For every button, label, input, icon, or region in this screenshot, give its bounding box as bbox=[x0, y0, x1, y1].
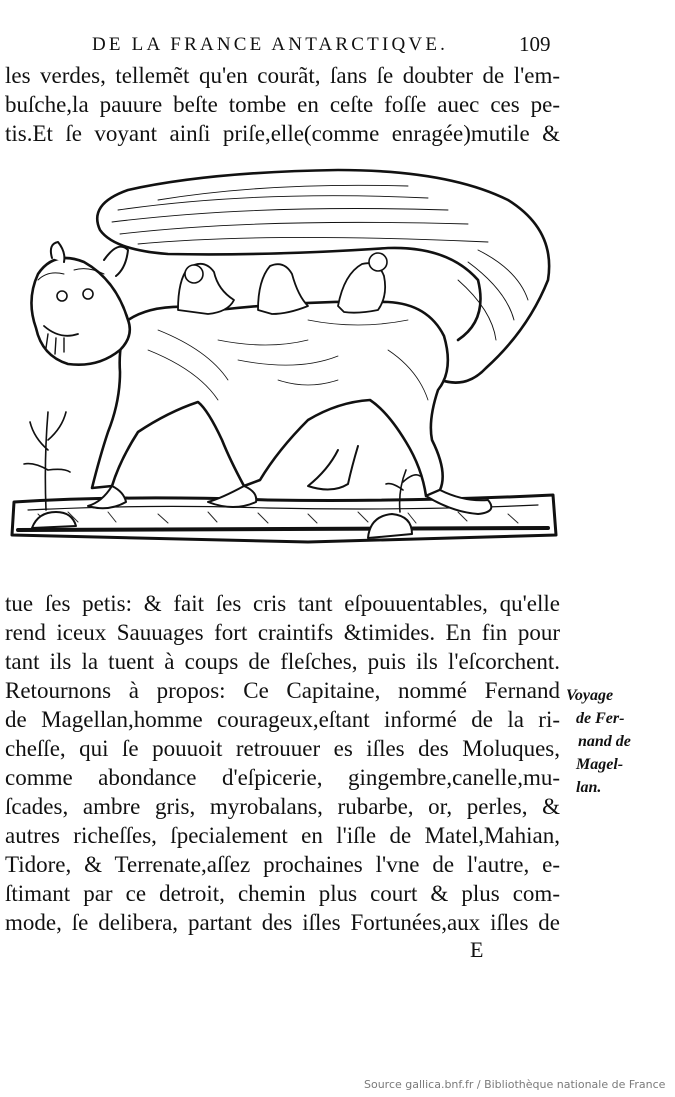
text-line: Retournons à propos: Ce Capitaine, nommé Fernand bbox=[5, 678, 560, 703]
plant bbox=[24, 412, 70, 510]
running-head: DE LA FRANCE ANTARCTIQVE. bbox=[92, 34, 449, 55]
signature-mark: E bbox=[470, 937, 484, 962]
beast-body bbox=[92, 302, 448, 496]
marginal-note-line: Voyage bbox=[566, 687, 614, 704]
beast-leg bbox=[88, 486, 126, 508]
text-line: tant ils la tuent à coups de fleſches, puis ils l'eſcorchent. bbox=[5, 649, 560, 674]
text-line: buſche,la pauure beſte tombe en ceſte foſſe auec ces pe- bbox=[5, 92, 560, 117]
marginal-note-line: lan. bbox=[576, 779, 602, 796]
woodcut-illustration bbox=[8, 150, 558, 584]
text-line: de Magellan,homme courageux,eſtant informé de la ri- bbox=[5, 707, 560, 732]
marginal-note-line: Magel- bbox=[576, 756, 624, 773]
source-credit: Source gallica.bnf.fr / Bibliothèque nationale de France bbox=[364, 1078, 666, 1091]
text-line: ſcades, ambre gris, myrobalans, rubarbe, or, perles, & bbox=[5, 794, 560, 819]
text-line: tue ſes petis: & fait ſes cris tant eſpouuentables, qu'elle bbox=[5, 591, 560, 616]
text-line: ſtimant par ce detroit, chemin plus court & plus com- bbox=[5, 881, 560, 906]
beast-leg bbox=[308, 446, 358, 490]
text-line: mode, ſe delibera, partant des iſles Fortunées,aux iſles de bbox=[5, 910, 560, 935]
text-line: Tidore, & Terrenate,aſſez prochaines l'vne de l'autre, e- bbox=[5, 852, 560, 877]
text-line: comme abondance d'eſpicerie, gingembre,canelle,mu- bbox=[5, 765, 560, 790]
text-line: rend iceux Sauuages fort craintifs &timides. En fin pour bbox=[5, 620, 560, 645]
marginal-note-line: de Fer- bbox=[576, 710, 625, 727]
young-creature bbox=[258, 264, 308, 314]
text-line: cheſſe, qui ſe pouuoit retrouuer es iſles des Moluques, bbox=[5, 736, 560, 761]
beast-leg bbox=[208, 486, 256, 507]
marginal-note-line: nand de bbox=[578, 733, 631, 750]
text-line: tis.Et ſe voyant ainſi priſe,elle(comme enragée)mutile & bbox=[5, 121, 560, 146]
page-number: 109 bbox=[519, 32, 551, 56]
text-line: autres richeſſes, ſpecialement en l'iſle de Matel,Mahian, bbox=[5, 823, 560, 848]
text-line: les verdes, tellemẽt qu'en courãt, ſans ſe doubter de l'em- bbox=[5, 63, 560, 88]
